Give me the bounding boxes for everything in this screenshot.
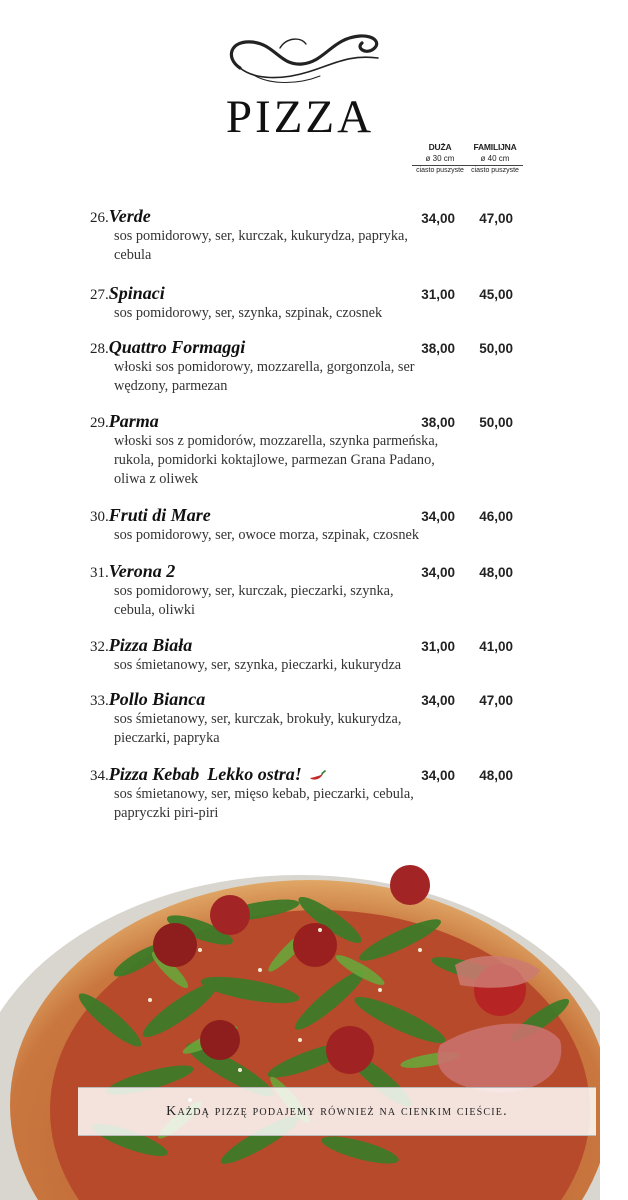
pizza-with-arugula-photo (0, 840, 600, 1200)
item-description: sos śmietanowy, ser, szynka, pieczarki, kukurydza (114, 657, 402, 673)
price-familijna: 47,00 (479, 693, 513, 708)
column-name: FAMILIJNA (473, 142, 517, 152)
item-number: 29. (90, 415, 109, 431)
item-number: 26. (90, 210, 109, 226)
chili-pepper-icon (308, 770, 326, 782)
price-duza: 38,00 (421, 341, 455, 356)
item-number: 27. (90, 287, 109, 303)
price-familijna: 47,00 (479, 211, 513, 226)
thin-crust-note-banner (78, 1087, 596, 1136)
item-name: Verde (108, 206, 151, 226)
page-title: PIZZA (225, 91, 375, 143)
item-name: Pizza Biała (108, 635, 193, 655)
column-size: ø 40 cm (467, 154, 523, 166)
item-description: sos śmietanowy, ser, kurczak, brokuły, kukurydza, pieczarki, papryka (114, 711, 402, 746)
price-familijna: 48,00 (479, 565, 513, 580)
item-name: Verona 2 (108, 561, 176, 581)
column-header-duza (410, 142, 470, 176)
item-description: sos pomidorowy, ser, szynka, szpinak, czosnek (114, 305, 383, 321)
item-spicy-note: Lekko ostra! (207, 764, 302, 784)
item-number: 34. (90, 768, 109, 784)
item-description: sos pomidorowy, ser, kurczak, pieczarki, szynka, cebula, oliwki (114, 583, 394, 618)
item-name: Parma (108, 411, 159, 431)
price-familijna: 41,00 (479, 639, 513, 654)
price-duza: 34,00 (421, 693, 455, 708)
column-crust: ciasto puszyste (471, 167, 519, 174)
price-duza: 34,00 (421, 211, 455, 226)
item-description: sos śmietanowy, ser, mięso kebab, pieczarki, cebula, papryczki piri-piri (114, 786, 414, 821)
item-name: Pizza Kebab (108, 764, 200, 784)
flourish-ornament-icon (220, 28, 385, 90)
column-header-familijna (465, 142, 525, 176)
price-familijna: 50,00 (479, 415, 513, 430)
item-name: Pollo Bianca (108, 689, 206, 709)
price-familijna: 50,00 (479, 341, 513, 356)
item-name: Spinaci (108, 283, 165, 303)
item-description: włoski sos z pomidorów, mozzarella, szynka parmeńska, rukola, pomidorki koktajlowe, parmezan Grana Padano, oliwa z oliwek (114, 433, 439, 487)
price-duza: 34,00 (421, 768, 455, 783)
price-duza: 38,00 (421, 415, 455, 430)
item-number: 31. (90, 565, 109, 581)
item-name: Quattro Formaggi (108, 337, 246, 357)
item-number: 33. (90, 693, 109, 709)
price-duza: 31,00 (421, 287, 455, 302)
price-familijna: 48,00 (479, 768, 513, 783)
item-number: 30. (90, 509, 109, 525)
item-description: włoski sos pomidorowy, mozzarella, gorgonzola, ser wędzony, parmezan (114, 359, 415, 394)
item-description: sos pomidorowy, ser, owoce morza, szpinak, czosnek (114, 527, 420, 543)
item-name: Fruti di Mare (108, 505, 211, 525)
column-size: ø 30 cm (412, 154, 468, 166)
price-familijna: 46,00 (479, 509, 513, 524)
thin-crust-note: Każdą pizzę podajemy również na cienkim cieście. (166, 1104, 508, 1119)
column-name: DUŻA (428, 142, 452, 152)
item-description: sos pomidorowy, ser, kurczak, kukurydza, papryka, cebula (114, 228, 408, 263)
column-crust: ciasto puszyste (416, 167, 464, 174)
price-familijna: 45,00 (479, 287, 513, 302)
item-number: 32. (90, 639, 109, 655)
item-number: 28. (90, 341, 109, 357)
price-duza: 34,00 (421, 509, 455, 524)
price-duza: 34,00 (421, 565, 455, 580)
price-duza: 31,00 (421, 639, 455, 654)
